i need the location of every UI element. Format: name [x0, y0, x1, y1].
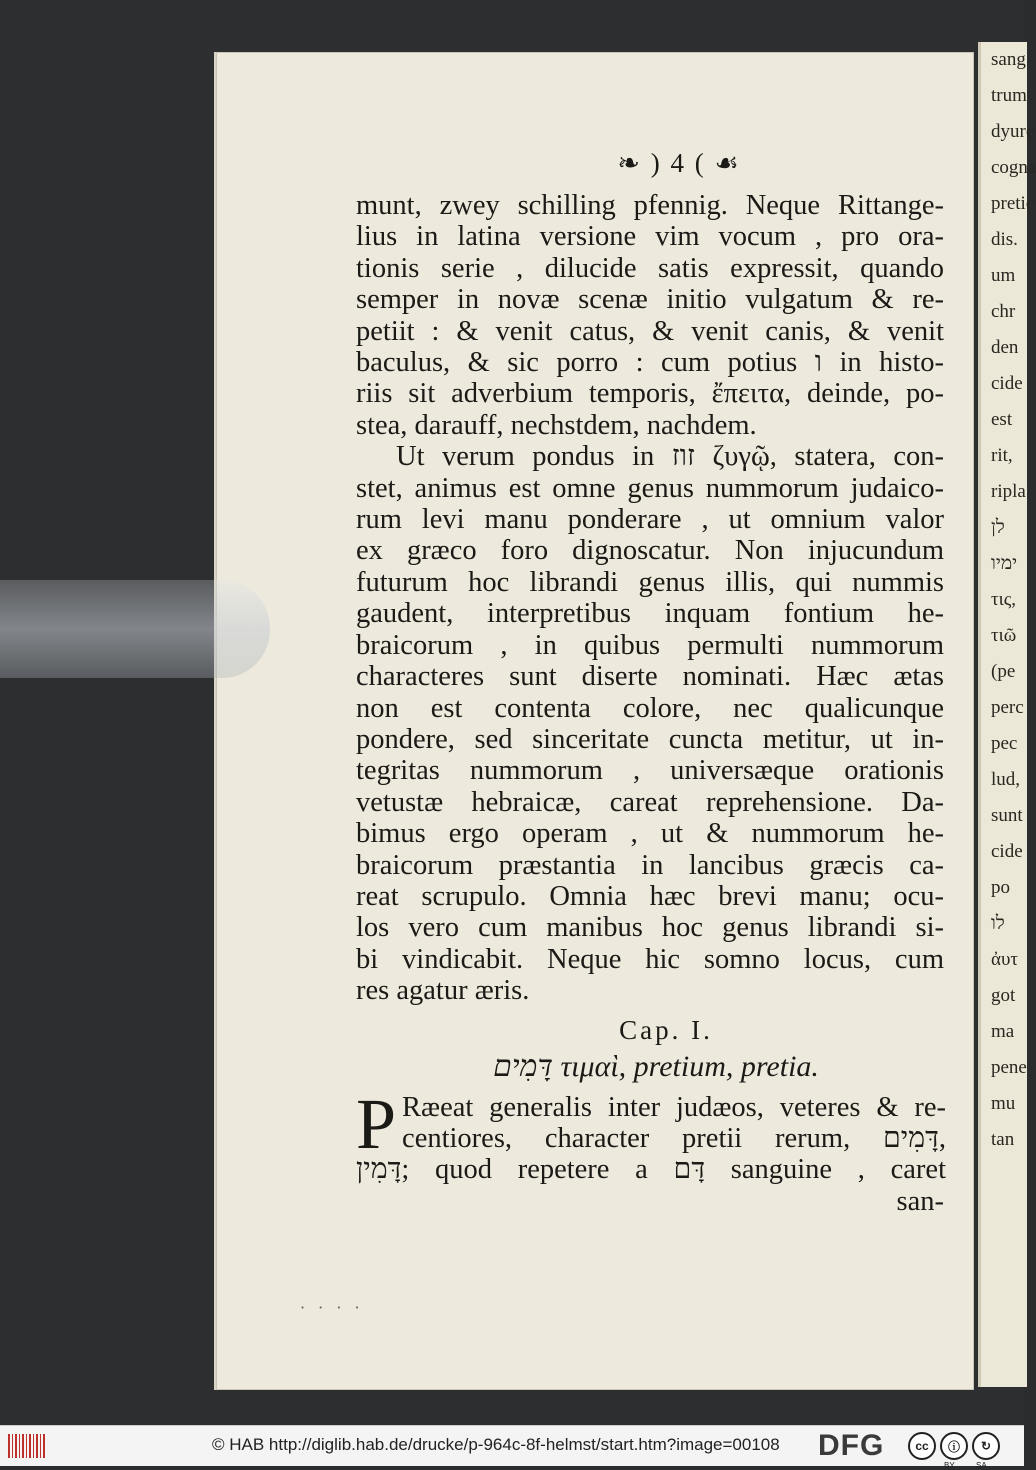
- adjacent-page-fragment: cide: [991, 841, 1023, 862]
- text-line: braicorum , in quibus permulti nummorum: [356, 629, 944, 661]
- adjacent-page-fragment: got: [991, 985, 1016, 1006]
- adjacent-page-fragment: (pe: [991, 661, 1016, 682]
- text-line: reat scrupulo. Omnia hæc brevi manu; ocu-: [356, 880, 944, 912]
- adjacent-page-fragment: ἀυτ: [991, 949, 1018, 970]
- text-line: bimus ergo operam , ut & nummorum he-: [356, 818, 944, 850]
- adjacent-page-fragment: mu: [991, 1093, 1016, 1114]
- text-line: munt, zwey schilling pfennig. Neque Rittange-: [356, 190, 944, 221]
- adjacent-page-fragment: rit,: [991, 445, 1013, 466]
- barcode-icon: [8, 1434, 46, 1458]
- text-line: gaudent, interpretibus inquam fontium he-: [356, 598, 944, 630]
- adjacent-page-fragment: trum: [991, 85, 1027, 106]
- catchword: san-: [896, 1185, 944, 1217]
- footer-bar: [0, 1425, 1024, 1470]
- cc-icon: cc: [908, 1432, 936, 1460]
- text-line: riis sit adverbium temporis, ἔπειτα, deinde, po-: [356, 378, 944, 410]
- text-line: futurum hoc librandi genus illis, qui nummis: [356, 566, 944, 598]
- text-line: tegritas nummorum , universæque orationis: [356, 755, 944, 787]
- paragraph-1: [356, 190, 946, 441]
- adjacent-page-fragment: dis.: [991, 229, 1018, 250]
- text-line: Ræeat generalis inter judæos, veteres & re-: [402, 1091, 946, 1123]
- adjacent-page-fragment: chr: [991, 301, 1016, 322]
- text-line: stea, darauff, nechstdem, nachdem.: [356, 409, 757, 441]
- dfg-logo[interactable]: DFG: [818, 1429, 885, 1462]
- adjacent-page-fragment: sunt: [991, 805, 1023, 826]
- adjacent-page-fragment: lud,: [991, 769, 1021, 790]
- text-line: lius in latina versione vim vocum , pro ora-: [356, 221, 944, 253]
- adjacent-page-fragment: cogna: [991, 157, 1036, 178]
- adjacent-page-fragment: pec: [991, 733, 1018, 754]
- adjacent-page-fragment: est: [991, 409, 1013, 430]
- adjacent-page-fragment: pretic: [991, 193, 1035, 214]
- text-line: דָּמִין; quod repetere a דָּם sanguine , caret: [356, 1154, 946, 1186]
- cc-license[interactable]: [908, 1431, 1018, 1470]
- adjacent-page-fragment: perc: [991, 697, 1024, 718]
- adjacent-page-fragment: לו: [991, 913, 1005, 934]
- source-credit[interactable]: © HAB http://diglib.hab.de/drucke/p-964c-8f-helmst/start.htm?image=00108: [212, 1435, 780, 1454]
- text-line: tionis serie , dilucide satis expressit, quando: [356, 252, 944, 284]
- text-line: res agatur æris.: [356, 975, 530, 1007]
- drop-cap: P: [356, 1083, 397, 1164]
- book-clamp: [0, 580, 270, 678]
- text-line: semper in novæ scenæ initio vulgatum & re-: [356, 284, 944, 316]
- text-line: centiores, character pretii rerum, דָּמִים,: [402, 1122, 946, 1154]
- adjacent-page-fragment: tan: [991, 1129, 1015, 1150]
- adjacent-page-fragment: ripla: [991, 481, 1026, 502]
- text-line: rum levi manu ponderare , ut omnium valor: [356, 504, 944, 536]
- by-icon: ⓘ: [940, 1432, 968, 1460]
- text-line: characteres sunt diserte nominati. Hæc ætas: [356, 661, 944, 693]
- chapter-heading: Cap. I.: [619, 1014, 713, 1045]
- adjacent-page-fragment: po: [991, 877, 1010, 898]
- text-line: los vero cum manibus hoc genus librandi si-: [356, 912, 944, 944]
- adjacent-page-fragment: cide: [991, 373, 1023, 394]
- text-line: non est contenta colore, nec qualicunque: [356, 692, 944, 724]
- text-line: bi vindicabit. Neque hic somno locus, cum: [356, 943, 944, 975]
- adjacent-page-fragment: pene: [991, 1057, 1027, 1078]
- adjacent-page-fragment: dyurc: [991, 121, 1035, 142]
- adjacent-page-fragment: τιῶ: [991, 625, 1017, 646]
- text-line: braicorum præstantia in lancibus græcis ca-: [356, 849, 944, 881]
- adjacent-page-fragment: um: [991, 265, 1016, 286]
- bottom-marks: · · · ·: [300, 1298, 364, 1317]
- text-line: petiit : & venit catus, & venit canis, & venit: [356, 315, 944, 347]
- paragraph-3: [356, 1083, 946, 1186]
- sa-label: SA: [976, 1461, 987, 1470]
- text-line: Ut verum pondus in זוז ζυγῷ, statera, con-: [396, 441, 944, 473]
- adjacent-page-fragment: ma: [991, 1021, 1015, 1042]
- chapter-subtitle: דָּמִים τιμαὶ, pretium, pretia.: [493, 1049, 819, 1083]
- text-line: stet, animus est omne genus nummorum judaico-: [356, 472, 944, 504]
- running-head: ❧ ) 4 ( ☙: [617, 148, 741, 178]
- adjacent-page-fragment: den: [991, 337, 1019, 358]
- text-line: ex græco foro dignoscatur. Non injucundum: [356, 535, 944, 567]
- page-text: [356, 148, 946, 1217]
- sa-icon: ↻: [972, 1432, 1000, 1460]
- adjacent-page-fragment: τις,: [991, 589, 1017, 610]
- text-line: pondere, sed sinceritate cuncta metitur, ut in-: [356, 723, 944, 755]
- by-label: BY: [944, 1461, 955, 1470]
- adjacent-page-fragment: ימיו: [991, 553, 1018, 574]
- text-line: vetustæ hebraicæ, careat reprehensione. Da-: [356, 786, 944, 818]
- paragraph-2: [356, 441, 946, 1006]
- adjacent-page: [978, 42, 1036, 1387]
- text-line: baculus, & sic porro : cum potius ו in histo-: [356, 347, 945, 379]
- adjacent-page-fragment: לן: [991, 517, 1005, 538]
- adjacent-page-fragment: sang: [991, 49, 1026, 70]
